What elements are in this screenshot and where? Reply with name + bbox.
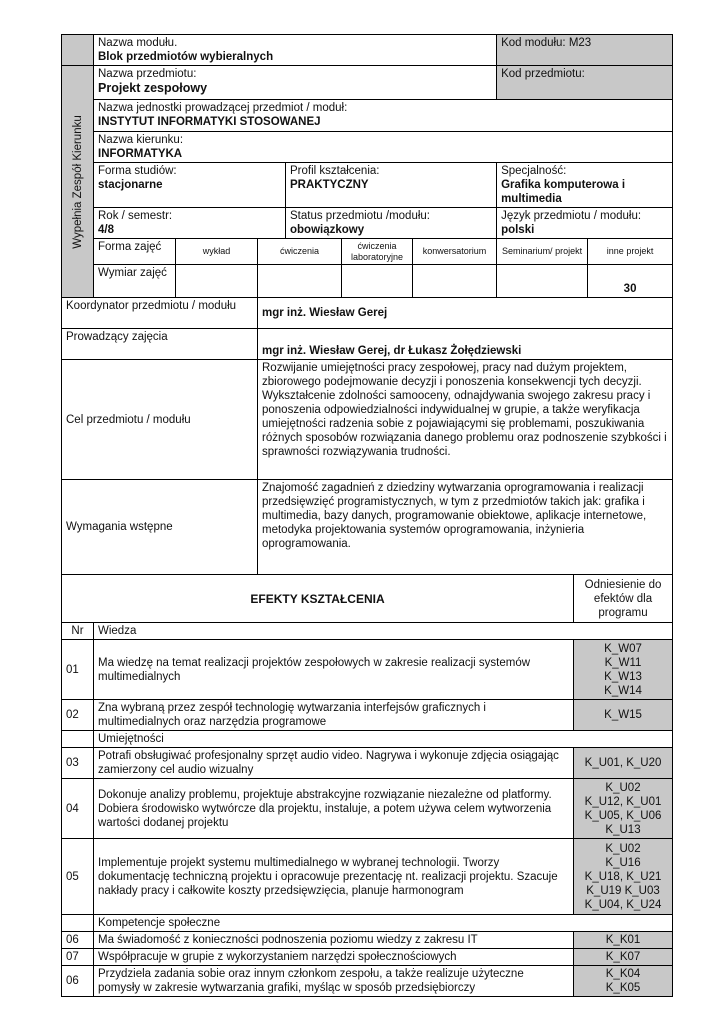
instructor-label: Prowadzący zajęcia [62, 329, 258, 360]
info-table [61, 297, 673, 575]
outcomes-table [61, 574, 673, 997]
course-card [61, 34, 672, 997]
class-form-col: Seminarium/ projekt [497, 239, 588, 265]
subject-name-cell [94, 66, 497, 100]
requirements-text: Znajomość zagadnień z dziedziny wytwarzania oprogramowania i realizacji przedsięwzięć programistycznych, w tym z przedmiotów takich jak: grafika i multimedia, bazy danych, programowanie obiektowe, aplikacje internetowe, metodyka projektowania systemów oprogramowania, inżynieria oprogramowania. [258, 480, 673, 575]
goal-label: Cel przedmiotu / modułu [62, 360, 258, 480]
unit-value: INSTYTUT INFORMATYKI STOSOWANEJ [98, 116, 321, 128]
profile-cell [286, 163, 497, 208]
outcome-nr: 02 [62, 700, 94, 731]
hours-value [342, 265, 413, 298]
side-label: Wypełnia Zespół Kierunku [71, 114, 84, 249]
coordinator-value: mgr inż. Wiesław Gerej [258, 298, 673, 329]
study-form-label: Forma studiów: [98, 165, 177, 177]
class-form-col: konwersatorium [413, 239, 497, 265]
outcome-text: Przydziela zadania sobie oraz innym członkom zespołu, a także realizuje użyteczne pomysły w zakresie wytwarzania grafiki, myśląc w sposób przedsiębiorczy [94, 966, 574, 997]
outcome-nr: 06 [62, 932, 94, 949]
outcome-text: Ma świadomość z konieczności podnoszenia poziomu wiedzy z zakresu IT [94, 932, 574, 949]
coordinator-label: Koordynator przedmiotu / modułu [62, 298, 258, 329]
section-knowledge: Wiedza [94, 623, 673, 640]
field-label: Nazwa kierunku: [98, 134, 184, 146]
module-name-label: Nazwa modułu. [98, 37, 178, 49]
module-name-cell [94, 35, 497, 66]
side-label-cell [62, 66, 94, 298]
outcome-nr: 04 [62, 779, 94, 839]
year-value: 4/8 [98, 224, 114, 236]
field-cell [94, 132, 673, 163]
unit-label: Nazwa jednostki prowadzącej przedmiot / moduł: [98, 102, 348, 114]
outcome-nr: 01 [62, 640, 94, 700]
study-form-cell [94, 163, 286, 208]
outcome-text: Implementuje projekt systemu multimedialnego w wybranej technologii. Tworzy dokumentację techniczną projektu i opracowuje prezentację nt. realizacji projektu. Szacuje nakłady pracy i całkowite koszty przedsięwzięcia, planuje harmonogram [94, 839, 574, 915]
year-cell [94, 208, 286, 239]
subject-code-cell [497, 66, 673, 100]
outcome-text: Zna wybraną przez zespół technologię wytwarzania interfejsów graficznych i multimedialnych oraz narzędzia programowe [94, 700, 574, 731]
outcome-text: Dokonuje analizy problemu, projektuje abstrakcyjne rozwiązanie niezależne od platformy. Dobiera środowisko wytwórcze dla projektu, instaluje, a potem używa celem wytworzenia wartości dodanej projektu [94, 779, 574, 839]
study-form-value: stacjonarne [98, 179, 163, 191]
hours-label: Wymiar zajęć [94, 265, 176, 298]
hours-value [497, 265, 588, 298]
outcome-text: Ma wiedzę na temat realizacji projektów zespołowych w zakresie realizacji systemów multimedialnych [94, 640, 574, 700]
section-competences: Kompetencje społeczne [94, 915, 673, 932]
nr-header: Nr [62, 623, 94, 640]
module-code: Kod modułu: M23 [501, 37, 592, 49]
status-value: obowiązkowy [290, 224, 365, 236]
class-form-col: ćwiczenia [258, 239, 342, 265]
hours-value [176, 265, 258, 298]
section-spacer [62, 915, 94, 932]
class-form-col: wykład [176, 239, 258, 265]
header-table [61, 34, 673, 298]
field-value: INFORMATYKA [98, 148, 183, 160]
outcome-ref: K_U01, K_U20 [574, 748, 673, 779]
profile-value: PRAKTYCZNY [290, 179, 369, 191]
goal-text: Rozwijanie umiejętności pracy zespołowej, pracy nad dużym projektem, zbiorowego podejmowanie decyzji i ponoszenia konsekwencji tych decyzji. Wykształcenie zdolności samooceny, odnajdywania swojego zakresu pracy i ponoszenia odpowiedzialności indywidualnej w grupie, a także weryfikacja umiejętności radzenia sobie z pojawiającymi się problemami, poszukiwania różnych sposobów rozwiązania danego problemu oraz podnoszenie szybkości i sprawności rozwiązywania trudności. [258, 360, 673, 480]
outcomes-title: EFEKTY KSZTAŁCENIA [62, 575, 574, 623]
status-cell [286, 208, 497, 239]
outcomes-ref-header: Odniesienie do efektów dla programu [574, 575, 673, 623]
language-label: Język przedmiotu / modułu: [501, 210, 642, 222]
outcome-nr: 05 [62, 839, 94, 915]
subject-code: Kod przedmiotu: [501, 68, 585, 80]
profile-label: Profil kształcenia: [290, 165, 380, 177]
class-form-label: Forma zajęć [94, 239, 176, 265]
header-corner [62, 35, 94, 66]
outcome-ref: K_U02 K_U12, K_U01 K_U05, K_U06 K_U13 [574, 779, 673, 839]
instructor-value: mgr inż. Wiesław Gerej, dr Łukasz Żołędziewski [258, 329, 673, 360]
outcome-ref: K_K04 K_K05 [574, 966, 673, 997]
language-value: polski [501, 224, 535, 236]
outcome-nr: 03 [62, 748, 94, 779]
subject-name-value: Projekt zespołowy [98, 81, 208, 95]
language-cell [497, 208, 673, 239]
year-label: Rok / semestr: [98, 210, 173, 222]
section-skills: Umiejętności [94, 731, 673, 748]
outcome-ref: K_W07 K_W11 K_W13 K_W14 [574, 640, 673, 700]
hours-value [258, 265, 342, 298]
status-label: Status przedmiotu /modułu: [290, 210, 430, 222]
module-code-cell [497, 35, 673, 66]
subject-name-label: Nazwa przedmiotu: [98, 68, 197, 80]
hours-value-other: 30 [588, 265, 673, 298]
outcome-ref: K_W15 [574, 700, 673, 731]
outcome-nr: 07 [62, 949, 94, 966]
outcome-ref: K_K07 [574, 949, 673, 966]
unit-cell [94, 100, 673, 132]
outcome-ref: K_U02 K_U16 K_U18, K_U21 K_U19 K_U03 K_U04, K_U24 [574, 839, 673, 915]
outcome-ref: K_K01 [574, 932, 673, 949]
specialty-cell [497, 163, 673, 208]
module-name-value: Blok przedmiotów wybieralnych [98, 51, 274, 63]
requirements-label: Wymagania wstępne [62, 480, 258, 575]
specialty-value: Grafika komputerowa i multimedia [501, 179, 626, 205]
outcome-text: Potrafi obsługiwać profesjonalny sprzęt audio video. Nagrywa i wykonuje zdjęcia osiągając zamierzony cel audio wizualny [94, 748, 574, 779]
hours-value [413, 265, 497, 298]
outcome-nr: 06 [62, 966, 94, 997]
outcome-text: Współpracuje w grupie z wykorzystaniem narzędzi społecznościowych [94, 949, 574, 966]
section-spacer [62, 731, 94, 748]
class-form-col: ćwiczenia laboratoryjne [342, 239, 413, 265]
class-form-col: inne projekt [588, 239, 673, 265]
specialty-label: Specjalność: [501, 165, 567, 177]
